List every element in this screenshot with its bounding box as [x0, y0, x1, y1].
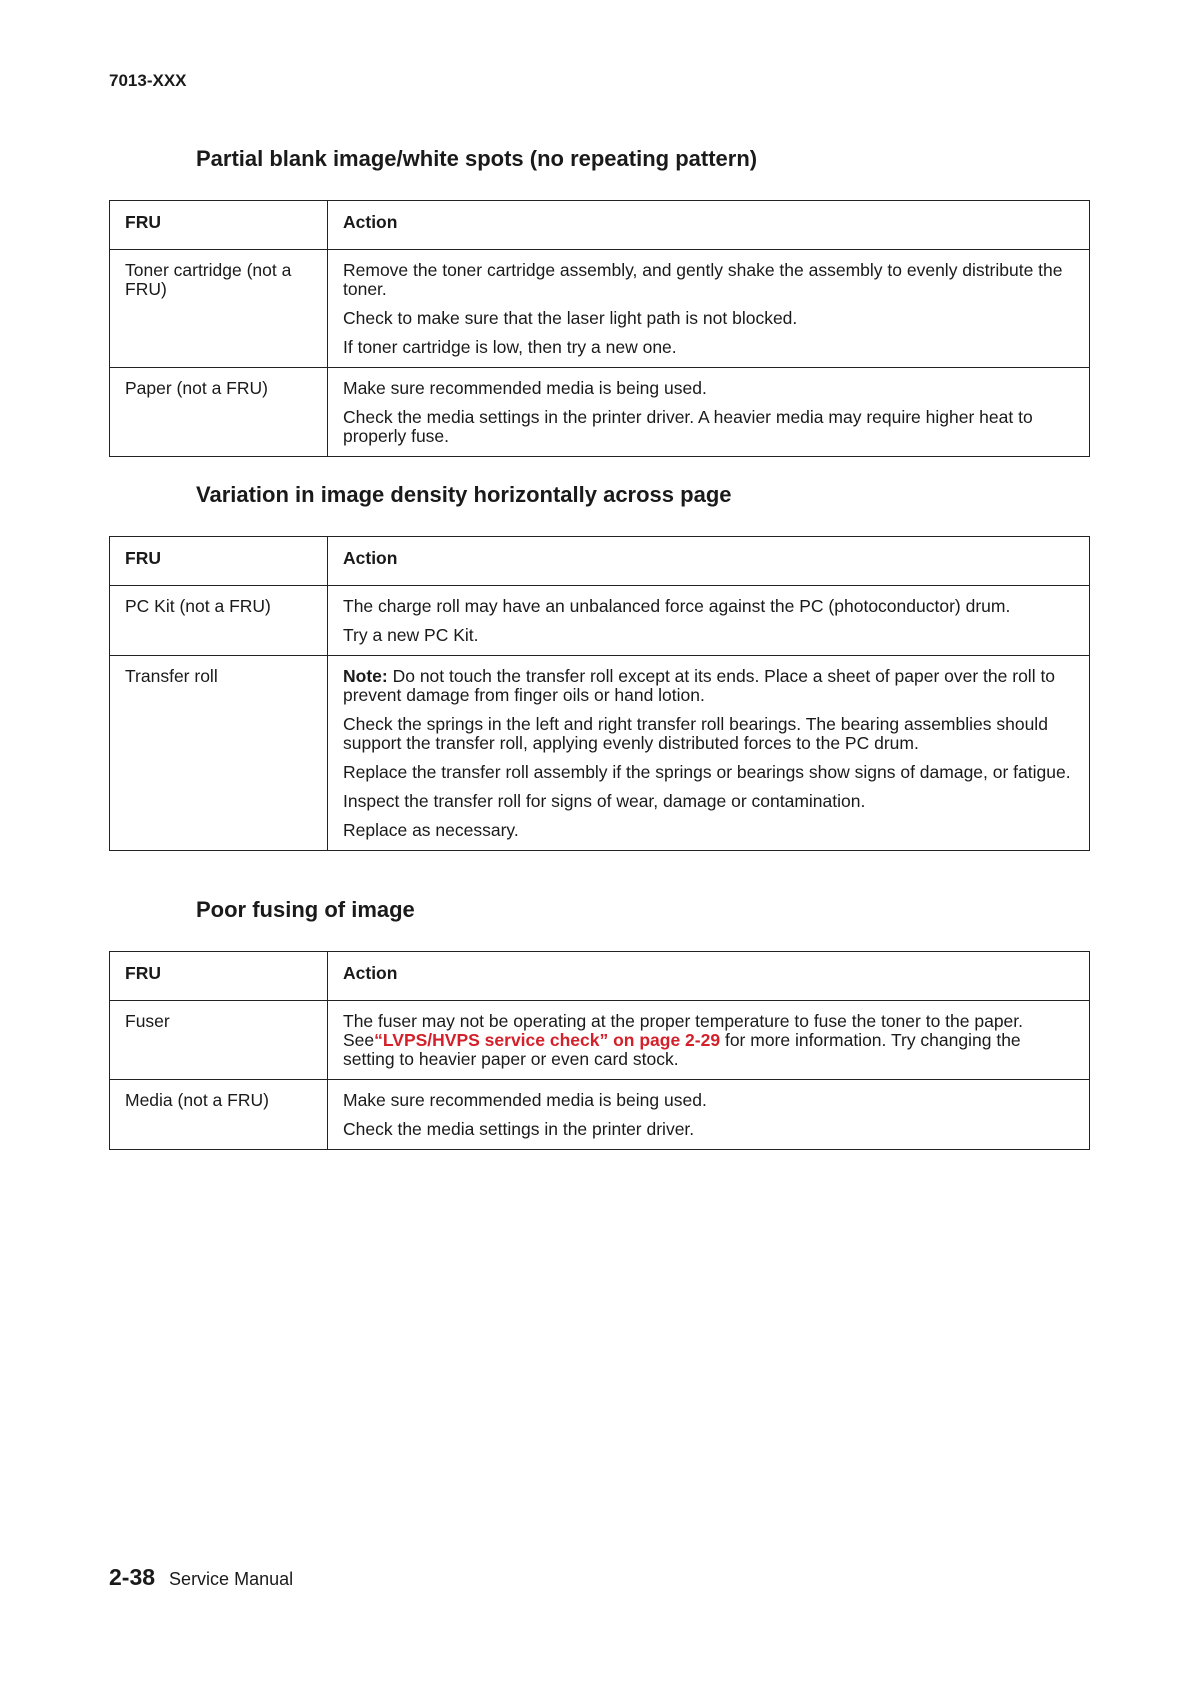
section-poor-fusing [109, 897, 1090, 1150]
note-paragraph [343, 667, 1075, 705]
table-row [110, 368, 1090, 457]
action-step: Inspect the transfer roll for signs of wear, damage or contamination. [343, 791, 866, 812]
action-step: The charge roll may have an unbalanced force against the PC (photoconductor) drum. [343, 596, 1011, 617]
table-row [110, 250, 1090, 368]
action-step: Make sure recommended media is being used. [343, 378, 707, 399]
action-step: Replace as necessary. [343, 820, 519, 841]
document-id: 7013-XXX [109, 71, 187, 90]
table-header-row [110, 952, 1090, 1001]
action-text: for more information. Try changing the setting to heavier paper or even card stock. [343, 1030, 1021, 1070]
action-cell [328, 1080, 1090, 1150]
action-step: Replace the transfer roll assembly if the springs or bearings show signs of damage, or fatigue. [343, 762, 1071, 783]
action-step: Try a new PC Kit. [343, 625, 479, 646]
fru-cell: Transfer roll [110, 656, 328, 851]
table-row [110, 1080, 1090, 1150]
action-step: Check the media settings in the printer driver. [343, 1119, 695, 1140]
action-text: The fuser may not be operating at the proper temperature to fuse the toner to the paper. See [343, 1011, 1024, 1051]
action-step: If toner cartridge is low, then try a new one. [343, 337, 677, 358]
page-footer [109, 1564, 293, 1591]
table-row [110, 1001, 1090, 1080]
action-cell [328, 1001, 1090, 1080]
action-step: Check the springs in the left and right transfer roll bearings. The bearing assemblies should support the transfer roll, applying evenly distributed forces to the PC drum. [343, 714, 1048, 754]
column-header-action: Action [328, 201, 1090, 250]
column-header-fru: FRU [110, 201, 328, 250]
note-label: Note: [343, 666, 388, 687]
column-header-action: Action [328, 537, 1090, 586]
column-header-action: Action [328, 952, 1090, 1001]
table-header-row [110, 201, 1090, 250]
action-step: Make sure recommended media is being used. [343, 1090, 707, 1111]
cross-reference-link[interactable]: “LVPS/HVPS service check” on page 2-29 [374, 1030, 721, 1051]
fru-cell: Paper (not a FRU) [110, 368, 328, 457]
action-step: Check the media settings in the printer driver. A heavier media may require higher heat to properly fuse. [343, 407, 1033, 447]
page-number: 2-38 [109, 1564, 156, 1590]
column-header-fru: FRU [110, 952, 328, 1001]
action-cell [328, 250, 1090, 368]
action-step: Check to make sure that the laser light path is not blocked. [343, 308, 798, 329]
section-density-variation [109, 482, 1090, 851]
action-cell [328, 656, 1090, 851]
fru-cell: PC Kit (not a FRU) [110, 586, 328, 656]
section-title: Poor fusing of image [196, 897, 415, 922]
fru-action-table [109, 200, 1090, 457]
section-title: Variation in image density horizontally across page [196, 482, 732, 507]
section-partial-blank-image [109, 146, 1090, 457]
table-row [110, 586, 1090, 656]
action-step: Remove the toner cartridge assembly, and gently shake the assembly to evenly distribute the toner. [343, 260, 1063, 300]
fru-cell: Fuser [110, 1001, 328, 1080]
note-text: Do not touch the transfer roll except at its ends. Place a sheet of paper over the roll to prevent damage from finger oils or hand lotion. [343, 666, 1056, 706]
fru-action-table [109, 536, 1090, 851]
action-cell [328, 586, 1090, 656]
table-row [110, 656, 1090, 851]
fru-action-table [109, 951, 1090, 1150]
fru-cell: Media (not a FRU) [110, 1080, 328, 1150]
manual-title: Service Manual [169, 1569, 294, 1589]
action-cell [328, 368, 1090, 457]
fru-cell: Toner cartridge (not a FRU) [110, 250, 328, 368]
action-step [343, 1012, 1075, 1069]
section-title: Partial blank image/white spots (no repeating pattern) [196, 146, 758, 171]
table-header-row [110, 537, 1090, 586]
column-header-fru: FRU [110, 537, 328, 586]
